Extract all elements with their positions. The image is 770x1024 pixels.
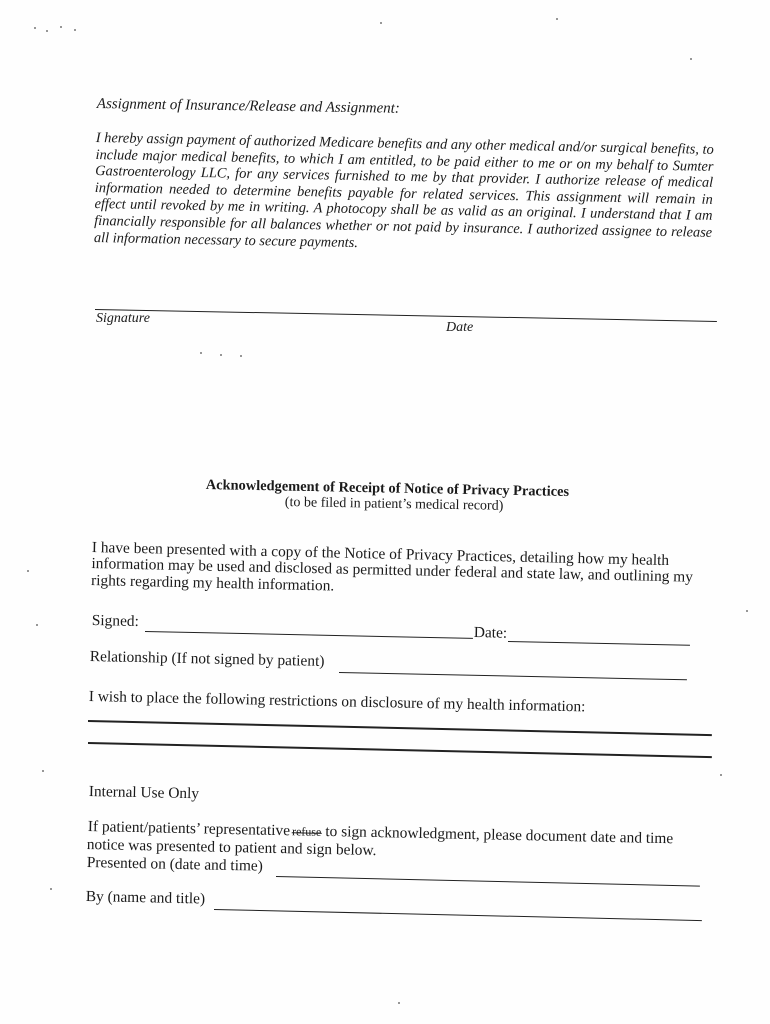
scan-speck xyxy=(200,352,202,354)
relationship-line xyxy=(339,672,687,680)
scan-speck xyxy=(34,27,36,29)
acknowledgement-title: Acknowledgement of Receipt of Notice of Privacy Practices xyxy=(205,477,570,500)
scan-speck xyxy=(746,610,748,612)
signed-label: Signed: xyxy=(91,612,140,630)
by-name-title-line xyxy=(214,909,702,921)
acknowledgement-subtitle: (to be filed in patient’s medical record) xyxy=(284,495,504,514)
restrictions-line-1 xyxy=(88,720,712,736)
internal-use-heading: Internal Use Only xyxy=(88,783,200,803)
ack-date-label: Date: xyxy=(473,624,508,642)
scan-speck xyxy=(690,58,692,60)
internal-line1-struck: refuse xyxy=(291,824,322,839)
scan-speck xyxy=(380,22,382,24)
acknowledgement-paragraph: I have been presented with a copy of the Notice of Privacy Practices, detailing how my health information may be used and disclosed as permitted under federal and state law, and outlining my rights regarding my health information. xyxy=(90,539,694,595)
restrictions-line-2 xyxy=(88,742,712,758)
signature-line xyxy=(95,309,717,322)
scan-speck xyxy=(27,570,29,572)
presented-on-label: Presented on (date and time) xyxy=(86,854,264,875)
assignment-paragraph: I hereby assign payment of authorized Medicare benefits and any other medical and/or surgical benefits, to include major medical benefits, to which I am entitled, to be paid either to me or on my behalf to Sumter Gastroenterology LLC, for any services furnished to me by that provider. I authorize release of medical information needed to determine benefits payable for related services. This assignment will remain in effect until revoked by me in writing. A photocopy shall be as valid as an original. I understand that I am financially responsible for all balances whether or not paid by insurance. I authorized assignee to release all information necessary to secure payments. xyxy=(93,130,714,251)
assignment-date-label: Date xyxy=(446,320,474,335)
scan-speck xyxy=(720,774,722,776)
scan-speck xyxy=(50,888,52,890)
relationship-label: Relationship (If not signed by patient) xyxy=(89,648,325,670)
internal-line1-before: If patient/patients’ representative xyxy=(87,818,291,840)
scan-speck xyxy=(398,1002,400,1004)
scan-speck xyxy=(74,29,76,31)
scan-speck xyxy=(36,624,38,626)
scan-speck xyxy=(60,26,62,28)
signature-label: Signature xyxy=(96,311,150,326)
internal-instruction-line2: notice was presented to patient and sign below. xyxy=(86,836,377,860)
internal-line1-after: to sign acknowledgment, please document date and time xyxy=(325,822,674,848)
ack-date-line xyxy=(508,641,690,646)
assignment-heading: Assignment of Insurance/Release and Assignment: xyxy=(96,96,400,117)
scan-speck xyxy=(42,770,44,772)
restrictions-label: I wish to place the following restrictions on disclosure of my health information: xyxy=(88,688,586,716)
scan-speck xyxy=(220,354,222,356)
scan-speck xyxy=(240,355,242,357)
scan-speck xyxy=(46,30,48,32)
by-name-title-label: By (name and title) xyxy=(85,888,206,908)
signed-line xyxy=(145,631,473,639)
presented-on-line xyxy=(276,876,700,887)
scan-speck xyxy=(556,18,558,20)
